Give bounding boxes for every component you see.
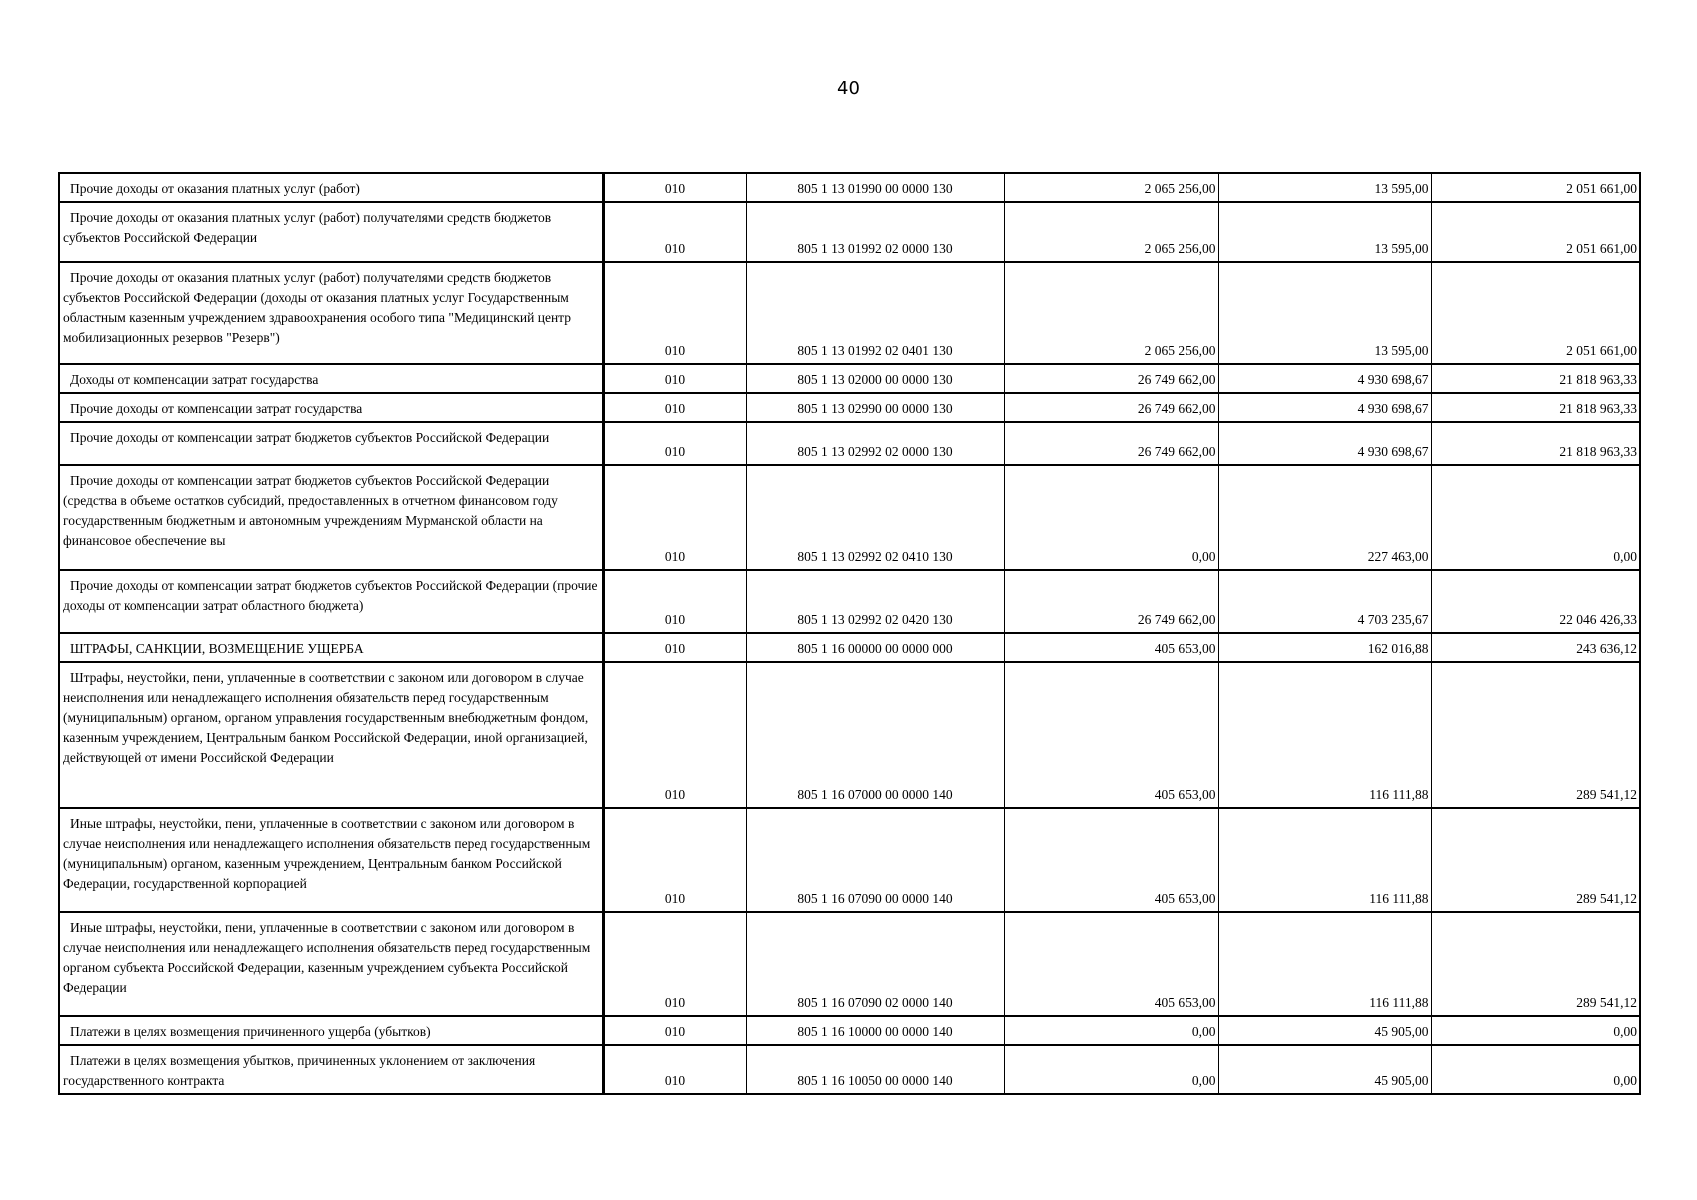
row-name-cell: [59, 570, 603, 633]
row-budget-code-cell: 805 1 16 10000 00 0000 140: [746, 1016, 1004, 1045]
row-unexecuted-cell: 21 818 963,33: [1431, 364, 1640, 393]
row-unexecuted-cell: 21 818 963,33: [1431, 422, 1640, 465]
row-unexecuted-cell: 2 051 661,00: [1431, 262, 1640, 364]
row-name-text: Прочие доходы от оказания платных услуг (работ) получателями средств бюджетов субъектов Российской Федерации (доходы от оказания платных услуг Государственным областным казенным учреждением здравоохранения особого типа "Медицинский центр мобилизационных резервов "Резерв"): [63, 270, 571, 345]
row-unexecuted-cell: 0,00: [1431, 1045, 1640, 1094]
row-line-code-cell: 010: [603, 662, 746, 808]
table-row: [59, 662, 1640, 808]
row-name-text: Прочие доходы от оказания платных услуг (работ) получателями средств бюджетов субъектов Российской Федерации: [63, 210, 552, 245]
row-approved-cell: 0,00: [1004, 1016, 1218, 1045]
row-name-cell: [59, 662, 603, 808]
row-name-cell: [59, 422, 603, 465]
row-name-text: Прочие доходы от компенсации затрат бюджетов субъектов Российской Федерации: [70, 430, 550, 445]
row-approved-cell: 405 653,00: [1004, 662, 1218, 808]
row-executed-cell: 13 595,00: [1218, 262, 1431, 364]
row-name-text: Платежи в целях возмещения причиненного ущерба (убытков): [70, 1024, 431, 1039]
row-name-cell: [59, 465, 603, 570]
row-executed-cell: 45 905,00: [1218, 1045, 1431, 1094]
row-unexecuted-cell: 289 541,12: [1431, 662, 1640, 808]
row-approved-cell: 26 749 662,00: [1004, 364, 1218, 393]
row-budget-code-cell: 805 1 13 02992 02 0000 130: [746, 422, 1004, 465]
row-name-text: Прочие доходы от оказания платных услуг (работ): [70, 181, 360, 196]
table-row: [59, 1016, 1640, 1045]
row-unexecuted-cell: 22 046 426,33: [1431, 570, 1640, 633]
row-line-code-cell: 010: [603, 393, 746, 422]
row-budget-code-cell: 805 1 13 02992 02 0410 130: [746, 465, 1004, 570]
table-row: [59, 422, 1640, 465]
row-line-code-cell: 010: [603, 1016, 746, 1045]
table-row: [59, 465, 1640, 570]
row-budget-code-cell: 805 1 13 02990 00 0000 130: [746, 393, 1004, 422]
row-line-code-cell: 010: [603, 570, 746, 633]
row-approved-cell: 2 065 256,00: [1004, 202, 1218, 262]
row-unexecuted-cell: 2 051 661,00: [1431, 202, 1640, 262]
table-row: [59, 262, 1640, 364]
budget-income-table: [58, 172, 1641, 1095]
row-executed-cell: 116 111,88: [1218, 662, 1431, 808]
row-approved-cell: 26 749 662,00: [1004, 570, 1218, 633]
row-line-code-cell: 010: [603, 173, 746, 202]
row-unexecuted-cell: 0,00: [1431, 1016, 1640, 1045]
row-budget-code-cell: 805 1 16 00000 00 0000 000: [746, 633, 1004, 662]
row-name-text: ШТРАФЫ, САНКЦИИ, ВОЗМЕЩЕНИЕ УЩЕРБА: [70, 641, 364, 656]
row-name-text: Штрафы, неустойки, пени, уплаченные в соответствии с законом или договором в случае неисполнения или ненадлежащего исполнения обязательств перед государственным (муниципальным) органом, органом управления государственным внебюджетным фондом, казенным учреждением, Центральным банком Российской Федерации, иной организацией, действующей от имени Российской Федерации: [63, 670, 589, 765]
row-budget-code-cell: 805 1 13 02992 02 0420 130: [746, 570, 1004, 633]
row-budget-code-cell: 805 1 16 07090 00 0000 140: [746, 808, 1004, 912]
row-budget-code-cell: 805 1 13 01992 02 0401 130: [746, 262, 1004, 364]
row-name-cell: [59, 912, 603, 1016]
row-name-cell: [59, 364, 603, 393]
table-row: [59, 808, 1640, 912]
row-unexecuted-cell: 289 541,12: [1431, 912, 1640, 1016]
table-row: [59, 364, 1640, 393]
row-executed-cell: 13 595,00: [1218, 173, 1431, 202]
row-executed-cell: 45 905,00: [1218, 1016, 1431, 1045]
row-budget-code-cell: 805 1 16 07000 00 0000 140: [746, 662, 1004, 808]
row-line-code-cell: 010: [603, 912, 746, 1016]
row-name-text: Прочие доходы от компенсации затрат государства: [70, 401, 363, 416]
table-row: [59, 570, 1640, 633]
row-name-text: Прочие доходы от компенсации затрат бюджетов субъектов Российской Федерации (средства в объеме остатков субсидий, предоставленных в отчетном финансовом году государственным бюджетным и автономным учреждениям Мурманской области на финансовое обеспечение вы: [63, 473, 558, 548]
row-line-code-cell: 010: [603, 808, 746, 912]
row-name-cell: [59, 202, 603, 262]
row-unexecuted-cell: 0,00: [1431, 465, 1640, 570]
row-line-code-cell: 010: [603, 262, 746, 364]
row-line-code-cell: 010: [603, 202, 746, 262]
row-name-text: Иные штрафы, неустойки, пени, уплаченные в соответствии с законом или договором в случае неисполнения или ненадлежащего исполнения обязательств перед государственным (муниципальным) органом, казенным учреждением, Центральным банком Российской Федерации, государственной корпорацией: [63, 816, 591, 891]
row-unexecuted-cell: 243 636,12: [1431, 633, 1640, 662]
row-name-cell: [59, 173, 603, 202]
row-name-text: Доходы от компенсации затрат государства: [70, 372, 319, 387]
row-name-text: Платежи в целях возмещения убытков, причиненных уклонением от заключения государственного контракта: [63, 1053, 536, 1088]
row-budget-code-cell: 805 1 13 01992 02 0000 130: [746, 202, 1004, 262]
row-executed-cell: 4 930 698,67: [1218, 422, 1431, 465]
row-executed-cell: 116 111,88: [1218, 912, 1431, 1016]
row-executed-cell: 227 463,00: [1218, 465, 1431, 570]
row-approved-cell: 0,00: [1004, 1045, 1218, 1094]
row-approved-cell: 405 653,00: [1004, 633, 1218, 662]
row-executed-cell: 116 111,88: [1218, 808, 1431, 912]
row-line-code-cell: 010: [603, 422, 746, 465]
row-executed-cell: 4 930 698,67: [1218, 364, 1431, 393]
row-name-text: Прочие доходы от компенсации затрат бюджетов субъектов Российской Федерации (прочие доходы от компенсации затрат областного бюджета): [63, 578, 598, 613]
table-row: [59, 633, 1640, 662]
row-budget-code-cell: 805 1 13 02000 00 0000 130: [746, 364, 1004, 393]
table-row: [59, 202, 1640, 262]
row-name-cell: [59, 1016, 603, 1045]
row-executed-cell: 13 595,00: [1218, 202, 1431, 262]
row-approved-cell: 405 653,00: [1004, 808, 1218, 912]
row-name-cell: [59, 262, 603, 364]
row-name-cell: [59, 393, 603, 422]
table-row: [59, 393, 1640, 422]
row-unexecuted-cell: 21 818 963,33: [1431, 393, 1640, 422]
row-unexecuted-cell: 289 541,12: [1431, 808, 1640, 912]
row-approved-cell: 405 653,00: [1004, 912, 1218, 1016]
table-row: [59, 1045, 1640, 1094]
table-row: [59, 912, 1640, 1016]
row-approved-cell: 0,00: [1004, 465, 1218, 570]
row-executed-cell: 162 016,88: [1218, 633, 1431, 662]
row-budget-code-cell: 805 1 16 07090 02 0000 140: [746, 912, 1004, 1016]
row-name-text: Иные штрафы, неустойки, пени, уплаченные в соответствии с законом или договором в случае неисполнения или ненадлежащего исполнения обязательств перед государственным органом субъекта Российской Федерации, казенным учреждением субъекта Российской Федерации: [63, 920, 591, 995]
row-budget-code-cell: 805 1 13 01990 00 0000 130: [746, 173, 1004, 202]
row-line-code-cell: 010: [603, 1045, 746, 1094]
row-line-code-cell: 010: [603, 364, 746, 393]
row-unexecuted-cell: 2 051 661,00: [1431, 173, 1640, 202]
row-line-code-cell: 010: [603, 465, 746, 570]
row-name-cell: [59, 1045, 603, 1094]
row-approved-cell: 26 749 662,00: [1004, 393, 1218, 422]
row-approved-cell: 2 065 256,00: [1004, 262, 1218, 364]
page-number: 40: [837, 78, 860, 99]
row-approved-cell: 26 749 662,00: [1004, 422, 1218, 465]
row-budget-code-cell: 805 1 16 10050 00 0000 140: [746, 1045, 1004, 1094]
row-name-cell: [59, 808, 603, 912]
row-name-cell: [59, 633, 603, 662]
row-line-code-cell: 010: [603, 633, 746, 662]
row-approved-cell: 2 065 256,00: [1004, 173, 1218, 202]
row-executed-cell: 4 930 698,67: [1218, 393, 1431, 422]
row-executed-cell: 4 703 235,67: [1218, 570, 1431, 633]
table-row: [59, 173, 1640, 202]
